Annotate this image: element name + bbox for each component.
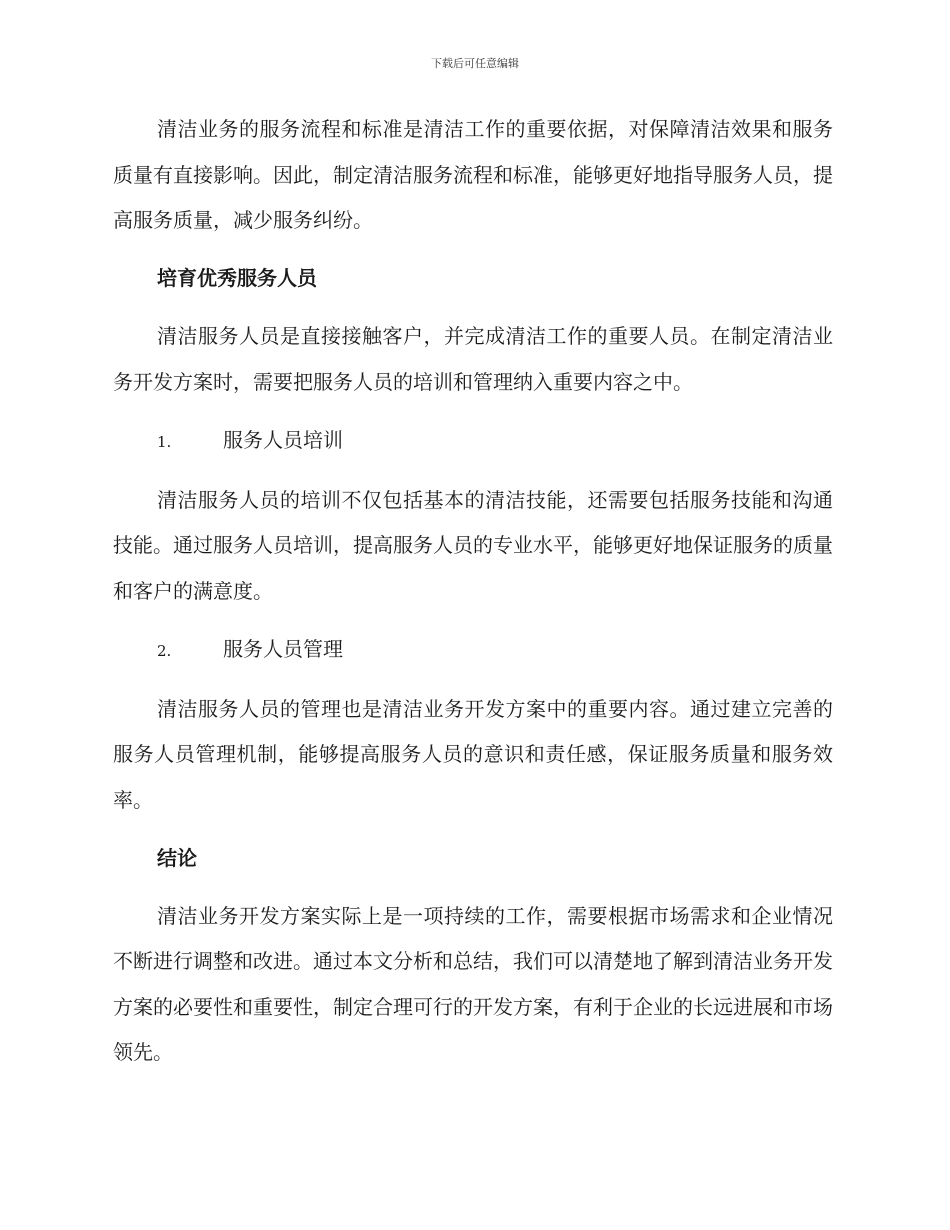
paragraph-training: 清洁服务人员的培训不仅包括基本的清洁技能，还需要包括服务技能和沟通技能。通过服务人员培训，提高服务人员的专业水平，能够更好地保证服务的质量和客户的满意度。 [113,487,833,603]
list-label: 服务人员培训 [223,427,343,452]
section-heading-conclusion: 结论 [157,845,197,870]
list-number: 1. [157,432,172,451]
page-header-note: 下载后可任意编辑 [431,57,519,70]
section-heading-staff: 培育优秀服务人员 [157,266,317,290]
list-item-training [113,418,833,466]
paragraph-staff-intro: 清洁服务人员是直接接触客户，并完成清洁工作的重要人员。在制定清洁业务开发方案时，需要把服务人员的培训和管理纳入重要内容之中。 [113,324,833,394]
paragraph-conclusion: 清洁业务开发方案实际上是一项持续的工作，需要根据市场需求和企业情况不断进行调整和改进。通过本文分析和总结，我们可以清楚地了解到清洁业务开发方案的必要性和重要性，制定合理可行的开发方案，有利于企业的长远进展和市场领先。 [113,903,833,1064]
document-body [113,107,833,1076]
list-number: 2. [157,641,172,660]
list-label: 服务人员管理 [223,636,343,661]
list-item-management [113,627,833,675]
paragraph-process-standards: 清洁业务的服务流程和标准是清洁工作的重要依据，对保障清洁效果和服务质量有直接影响。因此，制定清洁服务流程和标准，能够更好地指导服务人员，提高服务质量，减少服务纠纷。 [113,117,833,232]
paragraph-management: 清洁服务人员的管理也是清洁业务开发方案中的重要内容。通过建立完善的服务人员管理机制，能够提高服务人员的意识和责任感，保证服务质量和服务效率。 [113,696,833,812]
